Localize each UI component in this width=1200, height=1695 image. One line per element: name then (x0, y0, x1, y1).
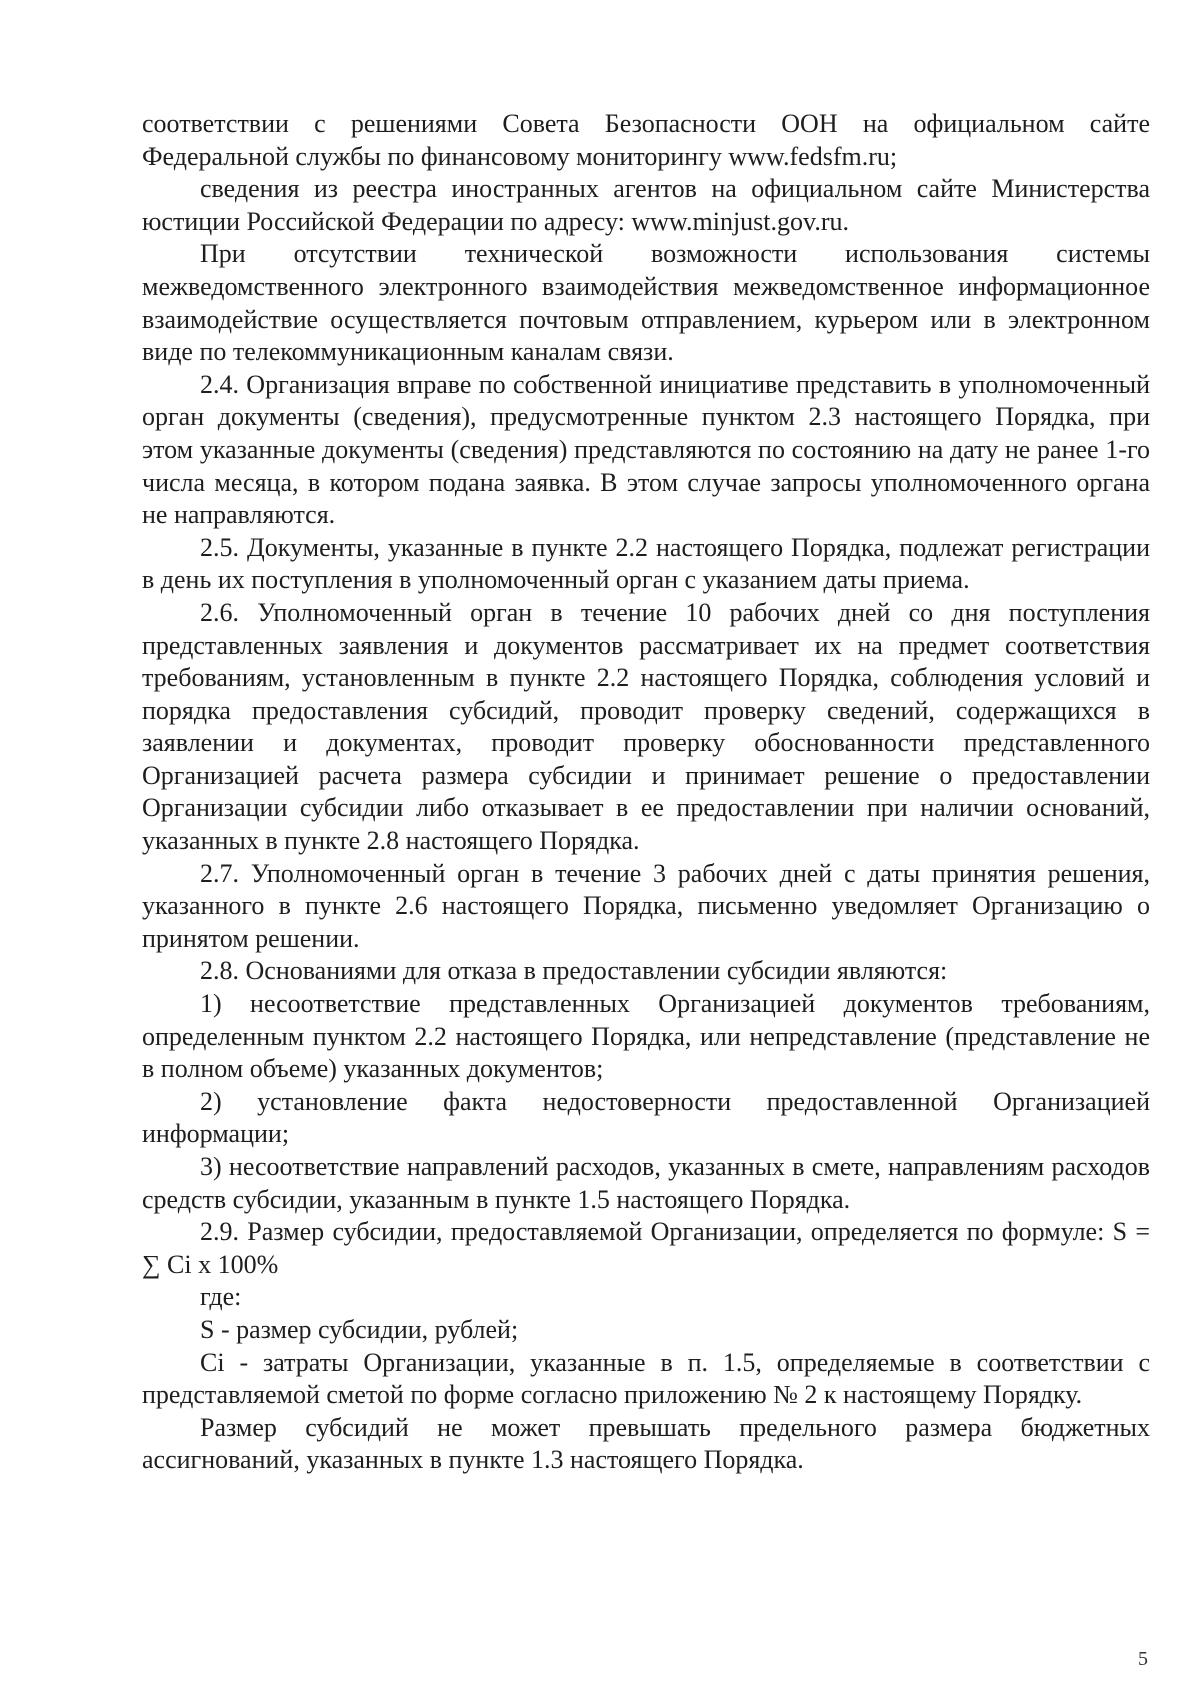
paragraph: 2.7. Уполномоченный орган в течение 3 рабочих дней с даты принятия решения, указанного в пункте 2.6 настоящего Порядка, письменно уведомляет Организацию о принятом решении. (142, 858, 1150, 953)
paragraph: где: (200, 1282, 242, 1312)
paragraph: 2.8. Основаниями для отказа в предоставлении субсидии являются: (200, 956, 948, 986)
paragraph: Размер субсидий не может превышать предельного размера бюджетных ассигнований, указанных в пункте 1.3 настоящего Порядка. (142, 1412, 1150, 1475)
paragraph: При отсутствии технической возможности использования системы межведомственного электронного взаимодействия межведомственное информационное взаимодействие осуществляется почтовым отправлением, курьером или в электронном виде по телекоммуникационным каналам связи. (142, 239, 1150, 367)
paragraph: S - размер субсидии, рублей; (200, 1314, 519, 1344)
paragraph: 2.5. Документы, указанные в пункте 2.2 настоящего Порядка, подлежат регистрации в день их поступления в уполномоченный орган с указанием даты приема. (142, 532, 1150, 595)
paragraph: 2.6. Уполномоченный орган в течение 10 рабочих дней со дня поступления представленных заявления и документов рассматривает их на предмет соответствия требованиям, установленным в пункте 2.2 настоящего Порядка, соблюдения условий и порядка предоставления субсидий, проводит проверку сведений, содержащихся в заявлении и документах, проводит проверку обоснованности представленного Организацией расчета размера субсидии и принимает решение о предоставлении Организации субсидии либо отказывает в ее предоставлении при наличии оснований, указанных в пункте 2.8 настоящего Порядка. (142, 597, 1150, 856)
list-item: 3) несоответствие направлений расходов, указанных в смете, направлениям расходов средств субсидии, указанным в пункте 1.5 настоящего Порядка. (142, 1152, 1150, 1214)
list-item: 1) несоответствие представленных Организацией документов требованиям, определенным пунктом 2.2 настоящего Порядка, или непредставление (представление не в полном объеме) указанных документов; (142, 989, 1150, 1084)
paragraph: 2.4. Организация вправе по собственной инициативе представить в уполномоченный орган документы (сведения), предусмотренные пунктом 2.3 настоящего Порядка, при этом указанные документы (сведения) представляются по состоянию на дату не ранее 1-го числа месяца, в котором подана заявка. В этом случае запросы уполномоченного органа не направляются. (142, 369, 1150, 530)
list-item: 2) установление факта недостоверности предоставленной Организацией информации; (142, 1086, 1150, 1149)
paragraph: сведения из реестра иностранных агентов на официальном сайте Министерства юстиции Российской Федерации по адресу: www.minjust.gov.ru. (142, 174, 1150, 236)
page-number: 5 (1138, 1648, 1148, 1670)
formula-paragraph: 2.9. Размер субсидии, предоставляемой Организации, определяется по формуле: S = ∑ Ci х 100% (142, 1217, 1150, 1279)
paragraph: соответствии с решениями Совета Безопасности ООН на официальном сайте Федеральной службы по финансовому мониторингу www.fedsfm.ru; (142, 109, 1150, 171)
document-body (142, 108, 1150, 1477)
paragraph: Ci - затраты Организации, указанные в п. 1.5, определяемые в соответствии с представляемой сметой по форме согласно приложению № 2 к настоящему Порядку. (142, 1347, 1150, 1410)
